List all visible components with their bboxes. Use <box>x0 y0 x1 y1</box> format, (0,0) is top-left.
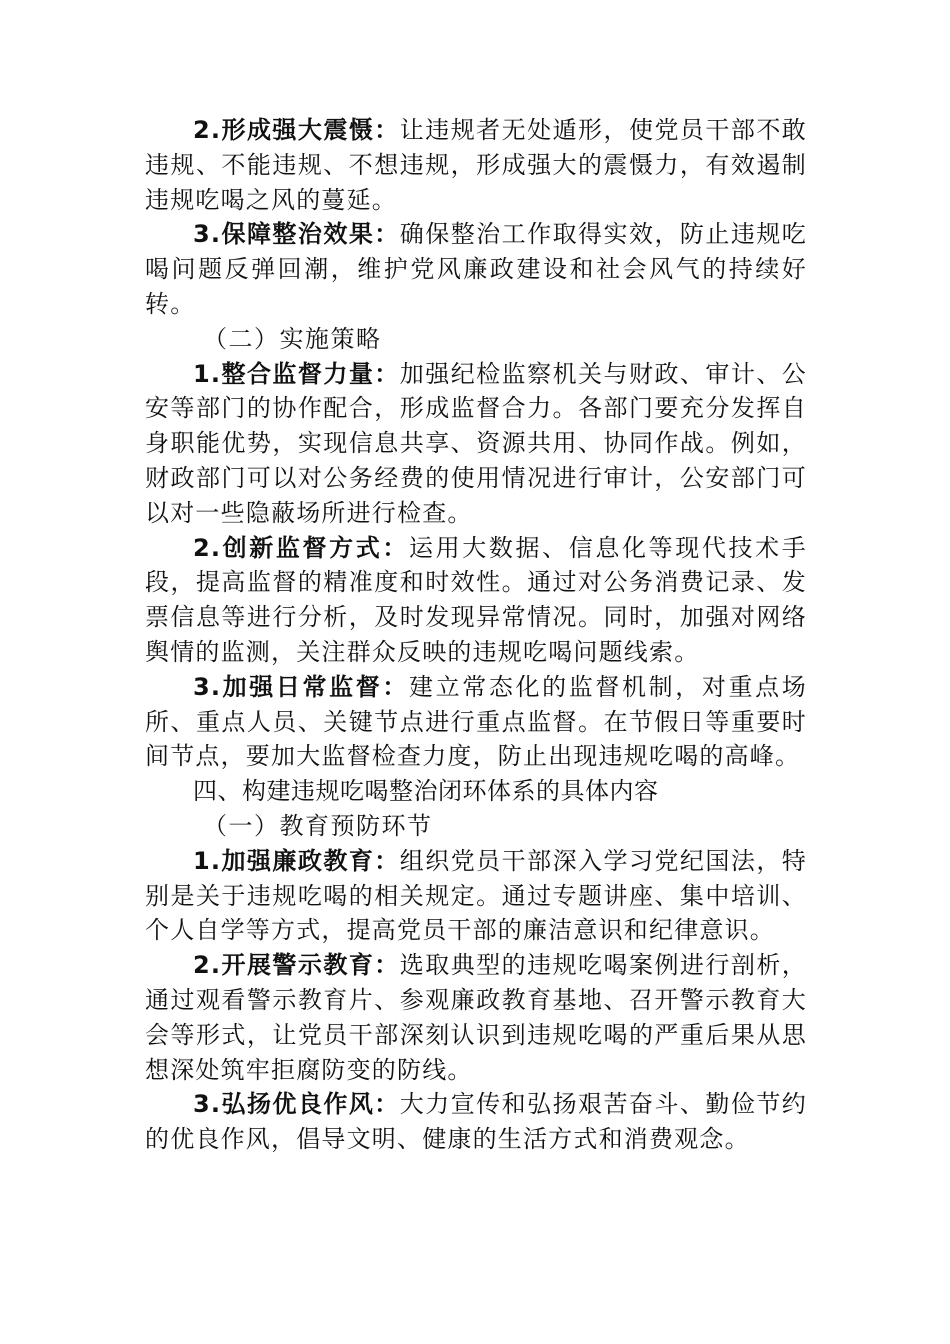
paragraph-innovate-supervision <box>145 531 807 670</box>
paragraph-daily-supervision <box>145 670 807 774</box>
paragraph-text: 确保整治工作取得实效，防止违规吃喝问题反弹回潮，维护党风廉政建设和社会风气的持续好转。 <box>145 220 807 318</box>
paragraph-text: 运用大数据、信息化等现代技术手段，提高监督的精准度和时效性。通过对公务消费记录、发票信息等进行分析，及时发现异常情况。同时，加强对网络舆情的监测，关注群众反映的违规吃喝问题线索。 <box>145 533 807 666</box>
document-page <box>145 113 807 1157</box>
paragraph-lead: 3.弘扬优良作风： <box>193 1090 400 1119</box>
paragraph-lead: 3.保障整治效果： <box>193 220 400 249</box>
paragraph-promote-style <box>145 1087 807 1157</box>
paragraph-text: 加强纪检监察机关与财政、审计、公安等部门的协作配合，形成监督合力。各部门要充分发挥自身职能优势，实现信息共享、资源共用、协同作战。例如，财政部门可以对公务经费的使用情况进行审计，公安部门可以对一些隐蔽场所进行检查。 <box>145 359 807 527</box>
paragraph-lead: 2.创新监督方式： <box>193 533 410 562</box>
paragraph-integrity-education <box>145 844 807 948</box>
paragraph-text: 让违规者无处遁形，使党员干部不敢违规、不能违规、不想违规，形成强大的震慑力，有效遏制违规吃喝之风的蔓延。 <box>145 116 807 214</box>
paragraph-lead: 2.开展警示教育： <box>193 951 400 980</box>
paragraph-lead: 2.形成强大震慑： <box>193 116 400 144</box>
paragraph-deterrence <box>145 113 807 217</box>
paragraph-text: 建立常态化的监督机制，对重点场所、重点人员、关键节点进行重点监督。在节假日等重要时间节点，要加大监督检查力度，防止出现违规吃喝的高峰。 <box>145 672 807 771</box>
paragraph-lead: 1.加强廉政教育： <box>193 846 400 875</box>
paragraph-lead: 1.整合监督力量： <box>193 359 400 388</box>
section-heading-closed-loop: 四、构建违规吃喝整治闭环体系的具体内容 <box>193 777 659 806</box>
paragraph-integrate-supervision <box>145 357 807 531</box>
paragraph-text: 组织党员干部深入学习党纪国法，特别是关于违规吃喝的相关规定。通过专题讲座、集中培训、个人自学等方式，提高党员干部的廉洁意识和纪律意识。 <box>145 846 807 945</box>
paragraph-text: 选取典型的违规吃喝案例进行剖析，通过观看警示教育片、参观廉政教育基地、召开警示教育大会等形式，让党员干部深刻认识到违规吃喝的严重后果从思想深处筑牢拒腐防变的防线。 <box>145 951 807 1084</box>
paragraph-text: 大力宣传和弘扬艰苦奋斗、勤俭节约的优良作风，倡导文明、健康的生活方式和消费观念。 <box>145 1090 807 1154</box>
subheading-implementation-strategy: （二）实施策略 <box>203 324 382 353</box>
subheading-education-prevention: （一）教育预防环节 <box>203 811 433 840</box>
paragraph-warning-education <box>145 948 807 1087</box>
paragraph-guarantee-effect <box>145 217 807 321</box>
paragraph-lead: 3.加强日常监督： <box>193 672 410 701</box>
